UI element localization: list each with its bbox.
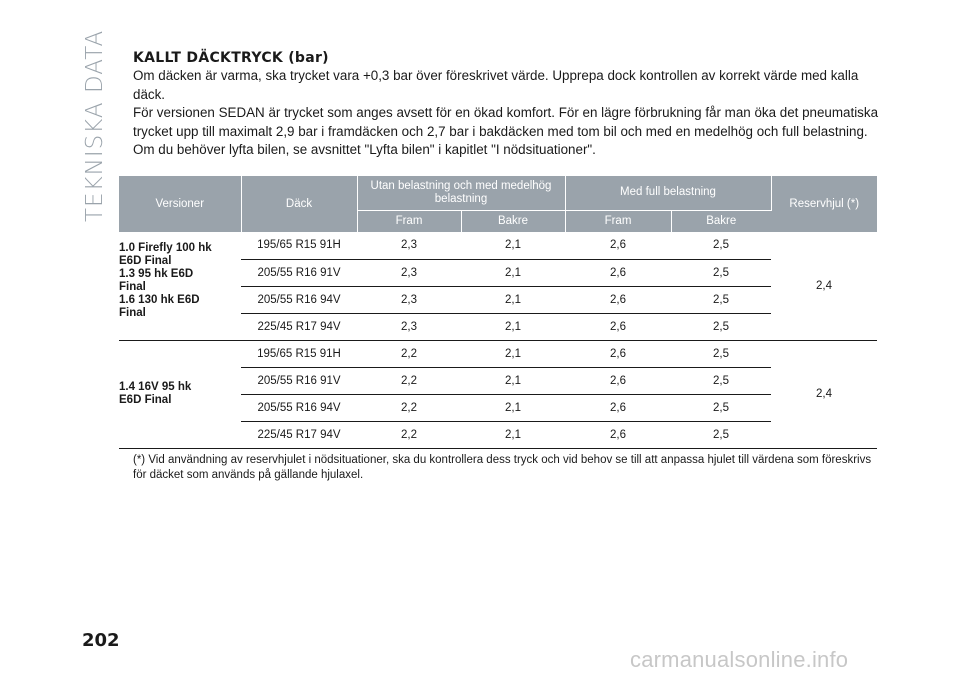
pressure-value: 2,2 xyxy=(357,421,461,448)
main-content xyxy=(133,50,878,160)
page-number: 202 xyxy=(82,630,120,651)
tyre-size: 205/55 R16 94V xyxy=(241,394,357,421)
pressure-value: 2,5 xyxy=(671,313,771,340)
pressure-value: 2,2 xyxy=(357,340,461,367)
header-tyre: Däck xyxy=(241,176,357,232)
pressure-value: 2,6 xyxy=(565,313,671,340)
pressure-value: 2,1 xyxy=(461,313,565,340)
tyre-size: 205/55 R16 94V xyxy=(241,286,357,313)
header-versions: Versioner xyxy=(119,176,241,232)
pressure-value: 2,1 xyxy=(461,286,565,313)
pressure-value: 2,6 xyxy=(565,259,671,286)
pressure-value: 2,1 xyxy=(461,394,565,421)
pressure-value: 2,6 xyxy=(565,286,671,313)
pressure-value: 2,3 xyxy=(357,232,461,259)
pressure-value: 2,6 xyxy=(565,367,671,394)
tyre-size: 225/45 R17 94V xyxy=(241,421,357,448)
pressure-value: 2,5 xyxy=(671,259,771,286)
header-spare: Reservhjul (*) xyxy=(771,176,877,232)
pressure-value: 2,1 xyxy=(461,421,565,448)
pressure-value: 2,5 xyxy=(671,394,771,421)
spare-pressure: 2,4 xyxy=(771,340,877,448)
table-row xyxy=(119,232,877,259)
pressure-value: 2,5 xyxy=(671,340,771,367)
tyre-pressure-table xyxy=(119,176,877,449)
spare-pressure: 2,4 xyxy=(771,232,877,340)
paragraph-sedan-pressure: För versionen SEDAN är trycket som anges avsett för en ökad komfort. För en lägre förbrukning får man öka det pneumatiska trycket upp till maximalt 2,9 bar i framdäcken och 2,7 bar i bakdäcken med tom bil och med en medelhög och full belastning. xyxy=(133,105,879,139)
pressure-value: 2,6 xyxy=(565,340,671,367)
pressure-value: 2,3 xyxy=(357,286,461,313)
header-unloaded-rear: Bakre xyxy=(461,210,565,232)
pressure-value: 2,5 xyxy=(671,232,771,259)
paragraph-warm-tyres: Om däcken är varma, ska trycket vara +0,3 bar över föreskrivet värde. Upprepa dock kontrollen av korrekt värde med kalla däck. xyxy=(133,68,859,102)
pressure-value: 2,3 xyxy=(357,259,461,286)
version-cell: 1.4 16V 95 hk E6D Final xyxy=(119,340,241,448)
header-full-front: Fram xyxy=(565,210,671,232)
pressure-value: 2,1 xyxy=(461,367,565,394)
header-full-load: Med full belastning xyxy=(565,176,771,210)
chapter-side-title: TEKNISKA DATA xyxy=(82,29,108,222)
pressure-value: 2,2 xyxy=(357,367,461,394)
header-full-rear: Bakre xyxy=(671,210,771,232)
table-row xyxy=(119,340,877,367)
header-unloaded-front: Fram xyxy=(357,210,461,232)
table-footnote: (*) Vid användning av reservhjulet i nödsituationer, ska du kontrollera dess tryck och vid behov se till att anpassa hjulet till värdena som föreskrivs för däcket som används på gällande hjulaxel. xyxy=(133,454,872,481)
pressure-value: 2,3 xyxy=(357,313,461,340)
pressure-value: 2,1 xyxy=(461,232,565,259)
section-heading: KALLT DÄCKTRYCK (bar) xyxy=(133,50,329,66)
pressure-value: 2,5 xyxy=(671,421,771,448)
header-unloaded: Utan belastning och med medelhög belastning xyxy=(357,176,565,210)
tyre-size: 225/45 R17 94V xyxy=(241,313,357,340)
pressure-value: 2,2 xyxy=(357,394,461,421)
tyre-size: 205/55 R16 91V xyxy=(241,259,357,286)
tyre-size: 205/55 R16 91V xyxy=(241,367,357,394)
pressure-value: 2,1 xyxy=(461,340,565,367)
paragraph-lift-car: Om du behöver lyfta bilen, se avsnittet "Lyfta bilen" i kapitlet "I nödsituationer". xyxy=(133,142,596,157)
pressure-value: 2,5 xyxy=(671,286,771,313)
pressure-value: 2,1 xyxy=(461,259,565,286)
pressure-value: 2,6 xyxy=(565,232,671,259)
version-cell: 1.0 Firefly 100 hk E6D Final 1.3 95 hk E6D Final 1.6 130 hk E6D Final xyxy=(119,232,241,340)
pressure-value: 2,6 xyxy=(565,421,671,448)
tyre-size: 195/65 R15 91H xyxy=(241,340,357,367)
tyre-size: 195/65 R15 91H xyxy=(241,232,357,259)
pressure-value: 2,5 xyxy=(671,367,771,394)
watermark: carmanualsonline.info xyxy=(630,647,849,672)
pressure-value: 2,6 xyxy=(565,394,671,421)
